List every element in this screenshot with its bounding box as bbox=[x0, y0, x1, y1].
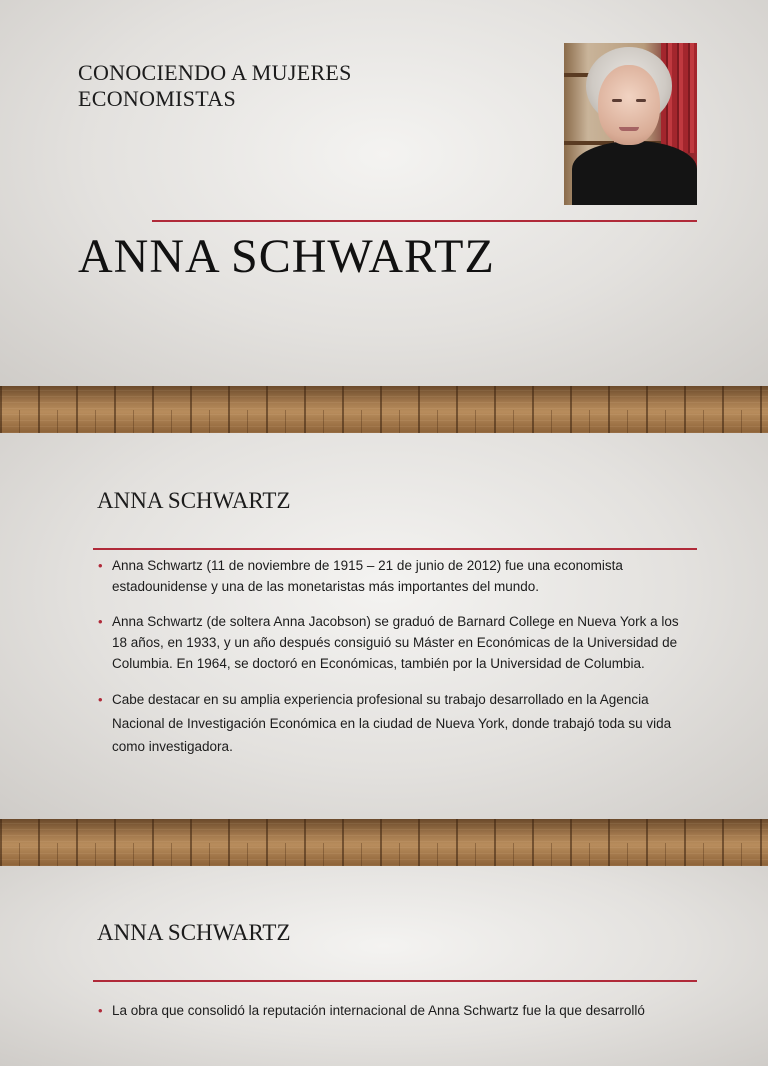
title-divider bbox=[152, 220, 697, 222]
bullet-icon: • bbox=[98, 692, 103, 707]
wood-floor-divider bbox=[0, 819, 768, 866]
slide-title bbox=[0, 0, 768, 386]
slide-work bbox=[0, 866, 768, 1066]
list-item: • Anna Schwartz (11 de noviembre de 1915 – 21 de junio de 2012) fue una economista estadounidense y una de las monetaristas más importantes del mundo. bbox=[97, 555, 697, 597]
section-title: ANNA SCHWARTZ bbox=[97, 920, 291, 945]
section-divider bbox=[93, 980, 697, 982]
list-item: • Anna Schwartz (de soltera Anna Jacobson) se graduó de Barnard College en Nueva York a los 18 años, en 1933, y un año después consiguió su Máster en Económicas de la Universidad de Columbia. En 1964, se doctoró en Económicas, también por la Universidad de Columbia. bbox=[97, 611, 697, 674]
bullet-list bbox=[97, 1000, 697, 1021]
portrait-photo bbox=[564, 43, 697, 205]
wood-floor-divider bbox=[0, 386, 768, 433]
list-item: • Cabe destacar en su amplia experiencia profesional su trabajo desarrollado en la Agencia Nacional de Investigación Económica en la ciudad de Nueva York, donde trabajó toda su vida como investigadora. bbox=[97, 688, 697, 759]
list-item: • La obra que consolidó la reputación internacional de Anna Schwartz fue la que desarrolló bbox=[97, 1000, 697, 1021]
slide-subtitle: CONOCIENDO A MUJERES ECONOMISTAS bbox=[78, 60, 352, 111]
slide-biography bbox=[0, 433, 768, 819]
bullet-icon: • bbox=[98, 1003, 103, 1018]
bullet-list bbox=[97, 555, 697, 759]
bullet-icon: • bbox=[98, 558, 103, 573]
section-title: ANNA SCHWARTZ bbox=[97, 488, 291, 513]
bullet-icon: • bbox=[98, 614, 103, 629]
page-title: ANNA SCHWARTZ bbox=[78, 230, 495, 283]
section-divider bbox=[93, 548, 697, 550]
